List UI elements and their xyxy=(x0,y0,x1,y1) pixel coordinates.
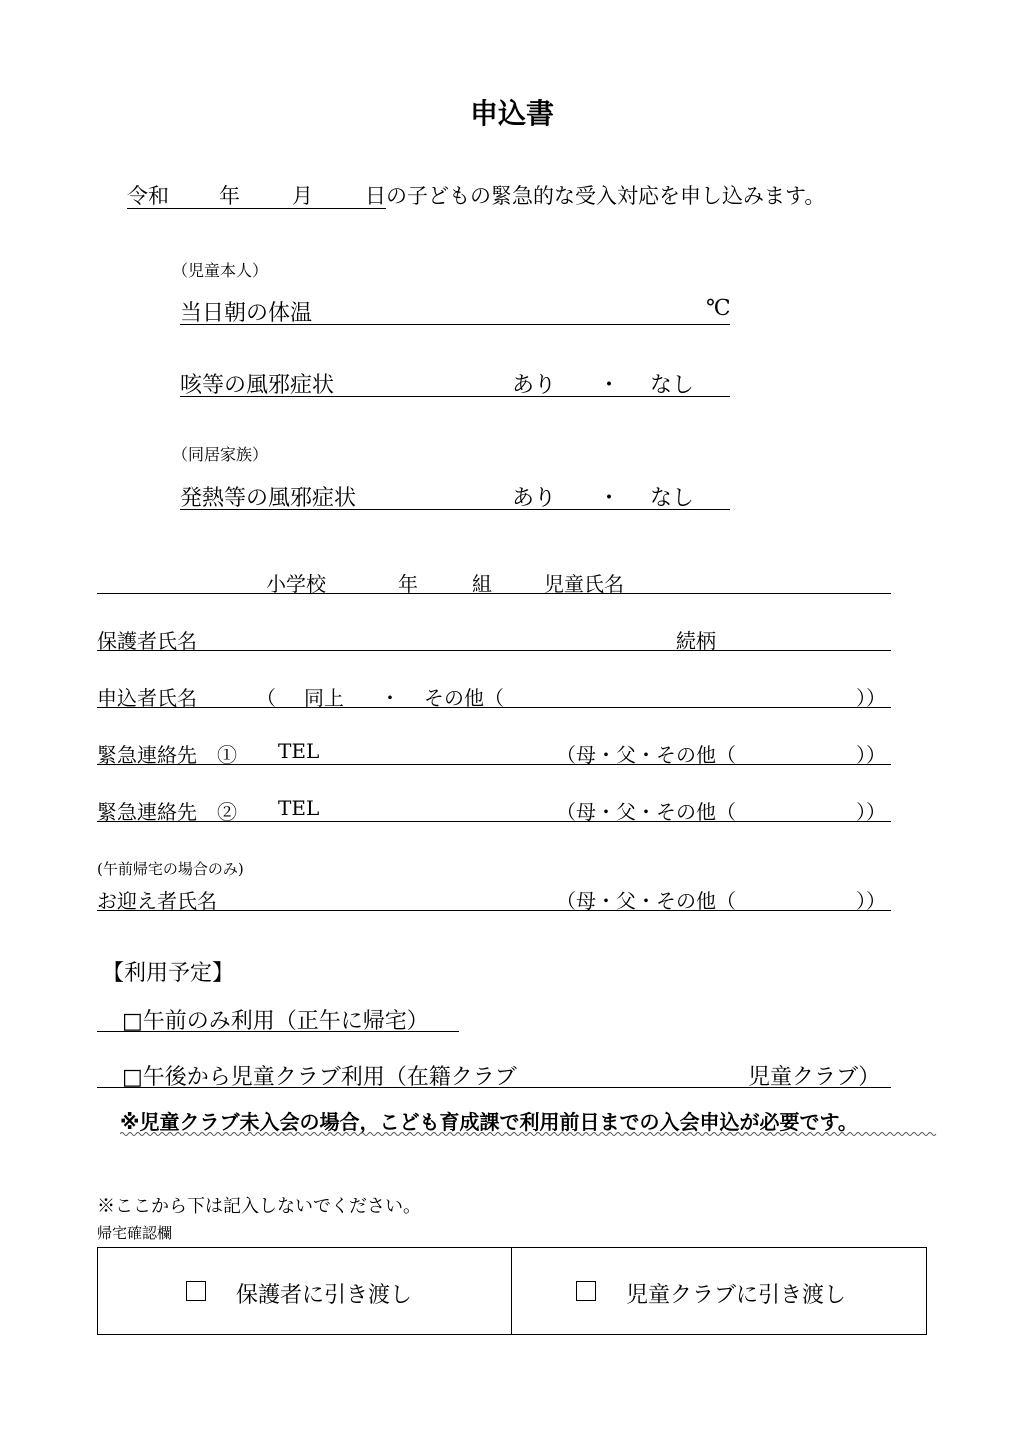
contact1-tel: TEL xyxy=(278,739,320,763)
plan-option-pm-club: 児童クラブ） xyxy=(748,1065,881,1090)
child-name-label: 児童氏名 xyxy=(544,572,624,596)
am-only-note: (午前帰宅の場合のみ) xyxy=(97,860,244,878)
contact2-relation[interactable]: （母・父・その他（ xyxy=(556,800,736,824)
handover-guardian-checkbox[interactable] xyxy=(186,1281,206,1301)
fever-dot: ・ xyxy=(598,486,621,511)
cold-underline xyxy=(180,396,730,397)
return-confirm-label: 帰宅確認欄 xyxy=(97,1224,173,1242)
fever-label: 発熱等の風邪症状 xyxy=(180,486,357,511)
temp-field[interactable] xyxy=(180,324,730,325)
pickup-close-paren: ）） xyxy=(856,889,886,913)
fever-nashi[interactable]: なし xyxy=(650,486,695,511)
temp-label: 当日朝の体温 xyxy=(180,301,313,326)
child-heading: （児童本人） xyxy=(172,261,269,280)
handover-guardian-label: 保護者に引き渡し xyxy=(236,1283,413,1308)
club-membership-note: ※児童クラブ未入会の場合，こども育成課で利用前日までの入会申込が必要です。 xyxy=(120,1110,858,1134)
day-label: 日 xyxy=(365,184,386,208)
plan-heading: 【利用予定】 xyxy=(102,961,235,986)
cold-nashi[interactable]: なし xyxy=(650,373,695,398)
contact2-field[interactable] xyxy=(97,821,891,822)
cold-label: 咳等の風邪症状 xyxy=(180,373,335,398)
applicant-other[interactable]: その他（ xyxy=(424,686,504,710)
applicant-name-label: 申込者氏名 xyxy=(97,686,197,710)
contact1-field[interactable] xyxy=(97,764,891,765)
contact1-relation[interactable]: （母・父・その他（ xyxy=(556,743,736,767)
applicant-name-field[interactable] xyxy=(97,707,891,708)
intro-text: の子どもの緊急的な受入対応を申し込みます。 xyxy=(386,184,826,208)
intro-line xyxy=(127,180,825,210)
month-label: 月 xyxy=(292,184,313,208)
applicant-open-paren: （ xyxy=(256,686,276,710)
cold-ari[interactable]: あり xyxy=(512,373,557,398)
table-divider xyxy=(511,1247,512,1335)
handover-club-label: 児童クラブに引き渡し xyxy=(626,1283,847,1308)
page-title: 申込書 xyxy=(469,97,554,130)
child-name-field[interactable] xyxy=(97,593,891,594)
intro-date[interactable] xyxy=(127,184,386,209)
pickup-name-label: お迎え者氏名 xyxy=(97,889,217,913)
family-heading: （同居家族） xyxy=(172,445,269,464)
office-use-notice: ※ここから下は記入しないでください。 xyxy=(97,1196,421,1217)
handover-club-checkbox[interactable] xyxy=(576,1281,596,1301)
cold-dot: ・ xyxy=(598,373,621,398)
pickup-relation[interactable]: （母・父・その他（ xyxy=(556,889,736,913)
guardian-name-field[interactable] xyxy=(97,650,891,651)
guardian-name-label: 保護者氏名 xyxy=(97,629,197,653)
contact2-tel: TEL xyxy=(278,796,320,820)
applicant-dot: ・ xyxy=(380,686,400,710)
class-label: 組 xyxy=(472,572,492,596)
plan-option-pm-field[interactable] xyxy=(97,1087,891,1088)
pickup-name-field[interactable] xyxy=(97,910,891,911)
applicant-same[interactable]: 同上 xyxy=(304,686,344,710)
grade-label: 年 xyxy=(398,572,418,596)
fever-ari[interactable]: あり xyxy=(512,486,557,511)
school-label: 小学校 xyxy=(266,572,326,596)
applicant-close-paren: ）） xyxy=(856,686,886,710)
plan-option-pm[interactable]: □午後から児童クラブ利用（在籍クラブ xyxy=(122,1065,517,1090)
note-wavy-underline xyxy=(120,1131,940,1137)
temp-unit: ℃ xyxy=(706,296,731,321)
year-label: 年 xyxy=(219,184,240,208)
contact2-label: 緊急連絡先 ② xyxy=(97,800,237,824)
plan-option-am-underline xyxy=(97,1031,459,1032)
contact1-label: 緊急連絡先 ① xyxy=(97,743,237,767)
contact2-close-paren: ）） xyxy=(856,800,886,824)
fever-underline xyxy=(180,509,730,510)
contact1-close-paren: ）） xyxy=(856,743,886,767)
plan-option-am[interactable]: □午前のみ利用（正午に帰宅） xyxy=(122,1009,429,1034)
reiwa-label: 令和 xyxy=(127,184,169,208)
relation-label: 続柄 xyxy=(676,629,716,653)
